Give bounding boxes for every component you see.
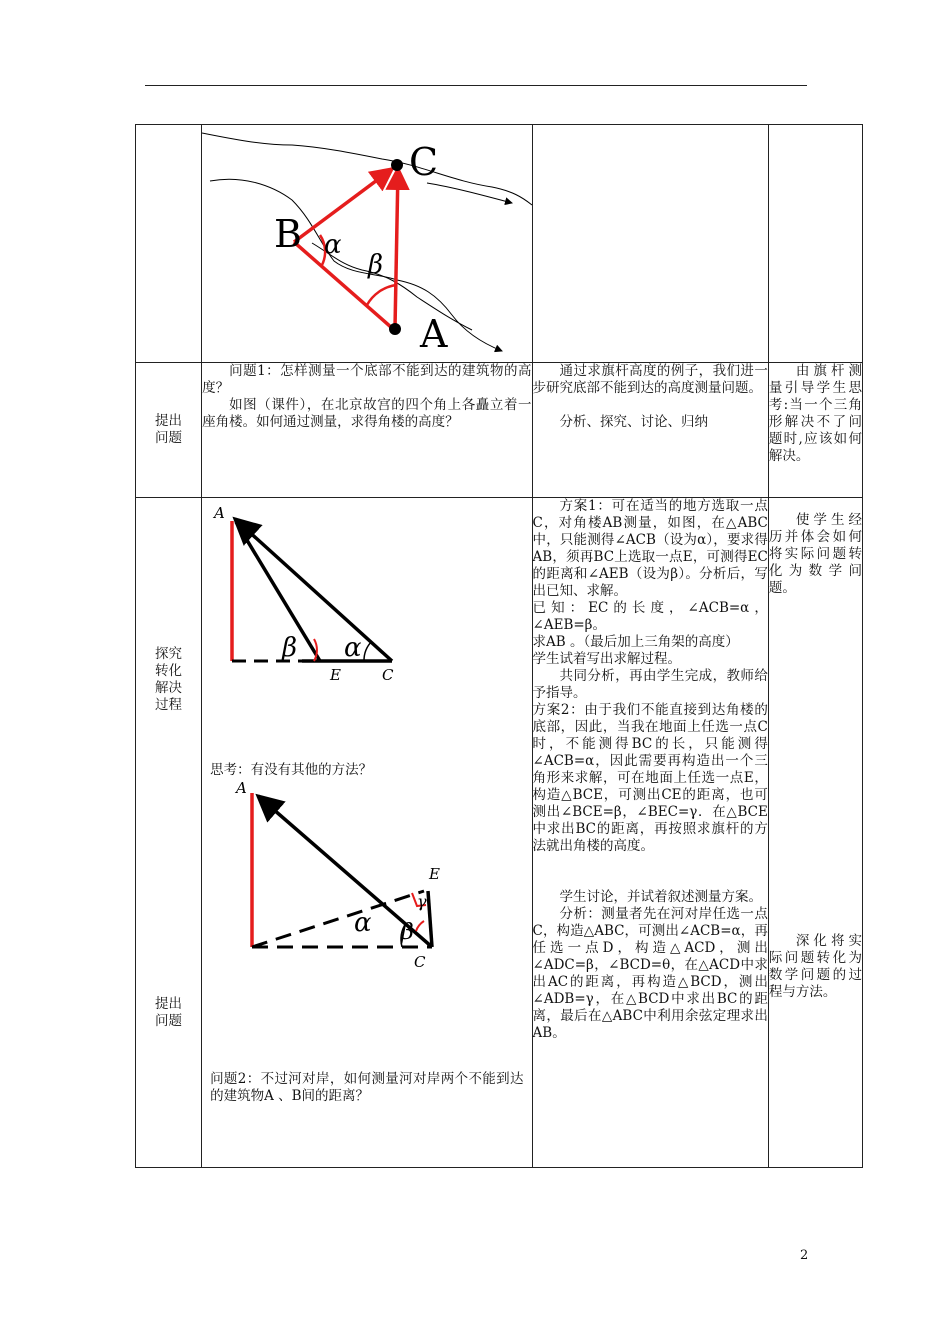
label-beta: β [368,250,384,280]
fig2-label-A: A [236,781,247,797]
fig1-label-E: E [330,666,342,684]
cell-river-figure [202,125,532,363]
row-label-explore: 探究转化解决过程 [155,646,183,713]
label-A: A [420,312,448,356]
question1-content [202,363,532,498]
cell-empty [768,125,862,363]
fig2-label-beta: β [401,920,414,945]
fig2-label-alpha: α [354,908,372,938]
design-intent-2: 使学生经历并体会如何将实际问题转化为数学问题。 深化将实际问题转化为数学问题的过程与方法。 [768,498,862,1168]
tower-figure-2 [202,781,532,981]
fig2-label-gamma: γ [417,892,427,911]
row-label-column [136,498,202,1168]
design-intent-1: 由旗杆测量引导学生思考:当一个三角形解决不了问题时,应该如何解决。 [768,363,862,498]
fig1-label-C: C [382,666,394,684]
think-prompt: 思考：有没有其他的方法？ [210,762,373,778]
header-rule [145,85,807,86]
fig1-label-beta: β [282,633,298,663]
teacher-activity-2: 方案1：可在适当的地方选取一点C，对角楼AB测量，如图，在△ABC中，只能测得∠ACB（设为α），要求得AB，须再BC上选取一点E，可测得EC的距离和∠AEB（设为β）。分析后，写出已知、求解。 已知：EC的长度，∠ACB=α，∠AEB=β。 求AB 。（最后加上三角架的高度） 学生试着写出求解过程。 共同分析，再由学生完成，教师给予指导。 方案2：由于我们不能直接到达角楼的底部，因此，当我在地面上任选一点C时，不能测得BC的长，只能测得∠ACB=α，因此需要再构造出一个三角形来求解，可在地面上任选一点E，构造△BCE，可测出CE的距离，也可测出∠BCE=β，∠BEC=γ．在△BCE中求出BC的距离，再按照求旗杆的方法就出角楼的高度。 学生讨论，并试着叙述测量方案。 分析：测量者先在河对岸任选一点C，构造△ABC，可测出∠ACB=α，再任选一点D，构造△ACD，测出∠ADC=β，∠BCD=θ，在△ACD中求出AC的距离，再构造△BCD，测出∠ADB=γ，在△BCD中求出BC的距离，最后在△ABC中利用余弦定理求出AB。 [532,498,768,1168]
label-alpha: α [324,230,342,260]
table-row-exploration [136,498,863,1168]
question2-text: 问题2：不过河对岸，如何测量河对岸两个不能到达的建筑物A 、B间的距离？ [210,1071,524,1104]
fig1-label-A: A [214,504,225,522]
label-B: B [274,212,303,256]
fig2-label-C: C [414,953,426,971]
cell-label-empty [136,125,202,363]
row-label-raise-question-2: 提出问题 [155,996,183,1029]
lesson-plan-table [135,124,863,1168]
question1-detail: 如图（课件），在北京故宫的四个角上各矗立着一座角楼。如何通过测量，求得角楼的高度？ [202,397,532,430]
fig1-label-alpha: α [344,633,362,663]
fig2-label-E: E [429,865,441,883]
cell-empty [532,125,768,363]
exploration-figures-cell [202,498,532,1168]
question1-text: 问题1：怎样测量一个底部不能到达的建筑物的高度？ [202,363,532,396]
label-C: C [409,140,439,184]
tower-figure-1 [202,498,532,758]
teacher-activity-1: 通过求旗杆高度的例子，我们进一步研究底部不能到达的高度测量问题。 分析、探究、讨论、归纳 [532,363,768,498]
table-row-question1 [136,363,863,498]
table-row-figure [136,125,863,363]
page-number: 2 [800,1248,809,1263]
row-label-raise-question: 提出问题 [136,363,202,498]
river-measurement-figure [202,125,532,357]
